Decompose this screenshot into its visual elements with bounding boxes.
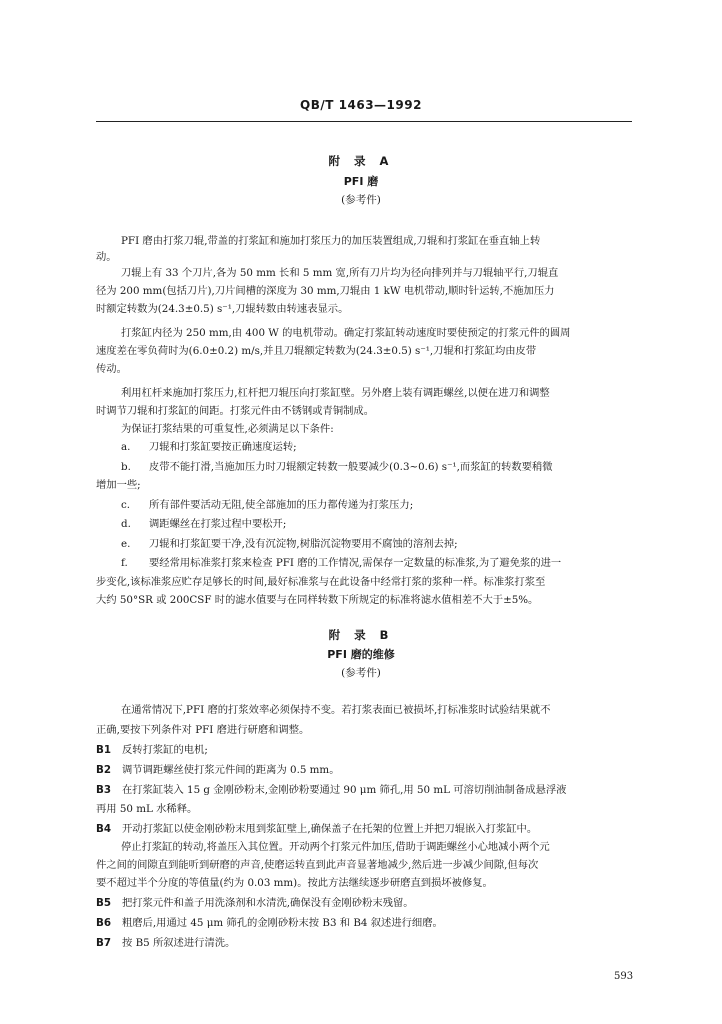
list-item-label: d.	[121, 518, 131, 530]
step-item	[96, 916, 443, 930]
list-item	[121, 517, 286, 531]
list-item-text: 皮带不能打滑,当施加压力时刀辊额定转数一般要减少(0.3~0.6) s⁻¹,而浆缸的转数要稍微	[149, 461, 553, 473]
list-item-continuation: 大约 50°SR 或 200CSF 时的滤水值要与在同样转数下所规定的标准将滤水值相差不大于±5%。	[96, 594, 539, 606]
annex-a-note: (参考件)	[341, 194, 381, 206]
list-item-text: 要经常用标准浆打浆来检查 PFI 磨的工作情况,需保存一定数量的标准浆,为了避免浆的进一	[149, 557, 562, 569]
step-text: 按 B5 所叙述进行清洗。	[122, 937, 236, 949]
paragraph-line: 时额定转数为(24.3±0.5) s⁻¹,刀辊转数由转速表显示。	[96, 303, 349, 315]
list-item-label: b.	[121, 461, 131, 473]
list-item-label: e.	[121, 538, 131, 550]
page-number: 593	[614, 971, 634, 982]
list-item	[121, 498, 413, 512]
list-item-text: 刀辊和打浆缸要干净,没有沉淀物,树脂沉淀物要用不腐蚀的溶剂去掉;	[149, 538, 458, 550]
paragraph-line: 为保证打浆结果的可重复性,必须满足以下条件:	[121, 423, 334, 435]
step-label: B1	[96, 744, 112, 756]
list-item-label: c.	[121, 499, 131, 511]
paragraph-line: 动。	[96, 251, 117, 263]
step-text: 把打浆元件和盖子用洗涤剂和水清洗,确保没有金刚砂粉末残留。	[122, 897, 414, 909]
paragraph-line: 在通常情况下,PFI 磨的打浆效率必须保持不变。若打浆表面已被损坏,打标准浆时试验结果就不	[121, 704, 551, 716]
step-label: B3	[96, 784, 112, 796]
list-item-label: a.	[121, 441, 131, 453]
step-label: B5	[96, 897, 112, 909]
paragraph-line: 径为 200 mm(包括刀片),刀片间槽的深度为 30 mm,刀辊由 1 kW 电机带动,顺时针运转,不施加压力	[96, 285, 555, 297]
list-item	[121, 460, 553, 474]
header-rule	[96, 121, 632, 122]
paragraph-line: 速度差在零负荷时为(6.0±0.2) m/s,并且刀辊额定转数为(24.3±0.5) s⁻¹,刀辊和打浆缸均由皮带	[96, 345, 537, 357]
step-item	[96, 763, 340, 777]
step-item	[96, 936, 235, 950]
paragraph-line: 利用杠杆来施加打浆压力,杠杆把刀辊压向打浆缸壁。另外磨上装有调距螺丝,以便在进刀和调整	[121, 387, 550, 399]
step-text: 在打浆缸装入 15 g 金刚砂粉末,金刚砂粉要通过 90 μm 筛孔,用 50 mL 可溶切削油制备成悬浮液	[122, 784, 567, 796]
list-item-continuation: 增加一些;	[96, 479, 141, 491]
step-continuation: 要不超过半个分度的等值量(约为 0.03 mm)。按此方法继续逐步研磨直到损坏被修复。	[96, 877, 493, 889]
list-item-text: 所有部件要活动无阻,使全部施加的压力都传递为打浆压力;	[149, 499, 414, 511]
list-item-continuation: 步变化,该标准浆应贮存足够长的时间,最好标准浆与在此设备中经常打浆的浆种一样。标准浆打浆至	[96, 576, 546, 588]
step-continuation: 件之间的间隙直到能听到研磨的声音,使磨运转直到此声音显著地减少,然后进一步减少间隙,但每次	[96, 859, 539, 871]
step-item	[96, 822, 537, 836]
paragraph-line: 刀辊上有 33 个刀片,各为 50 mm 长和 5 mm 宽,所有刀片均为径向排列并与刀辊轴平行,刀辊直	[121, 267, 559, 279]
list-item-text: 调距螺丝在打浆过程中要松开;	[149, 518, 287, 530]
step-label: B6	[96, 917, 112, 929]
step-item	[96, 743, 208, 757]
annex-a-label: 附 录 A	[328, 154, 394, 168]
annex-b-title: PFI 磨的维修	[327, 648, 395, 661]
step-item	[96, 783, 566, 797]
paragraph-line: 时调节刀辊和打浆缸的间距。打浆元件由不锈钢或青铜制成。	[96, 405, 375, 417]
step-text: 开动打浆缸以使金刚砂粉末甩到浆缸壁上,确保盖子在托架的位置上并把刀辊嵌入打浆缸中。	[122, 823, 538, 835]
list-item	[121, 537, 458, 551]
paragraph-line: 打浆缸内径为 250 mm,由 400 W 的电机带动。确定打浆缸转动速度时要使预定的打浆元件的圆周	[121, 327, 571, 339]
paragraph-line: PFI 磨由打浆刀辊,带盖的打浆缸和施加打浆压力的加压装置组成,刀辊和打浆缸在垂直轴上转	[121, 235, 541, 247]
annex-b-note: (参考件)	[341, 667, 381, 679]
step-continuation: 停止打浆缸的转动,将盖压入其位置。开动两个打浆元件加压,借助于调距螺丝小心地减小两个元	[121, 841, 550, 853]
step-label: B7	[96, 937, 112, 949]
list-item	[121, 440, 297, 454]
paragraph-line: 传动。	[96, 363, 127, 375]
step-label: B4	[96, 823, 112, 835]
annex-b-label: 附 录 B	[328, 628, 394, 642]
step-continuation: 再用 50 mL 水稀释。	[96, 803, 198, 815]
step-item	[96, 896, 414, 910]
annex-a-title: PFI 磨	[343, 175, 379, 188]
step-label: B2	[96, 764, 112, 776]
paragraph-line: 正确,要按下列条件对 PFI 磨进行研磨和调整。	[96, 724, 310, 736]
list-item	[121, 556, 561, 570]
step-text: 调节调距螺丝使打浆元件间的距离为 0.5 mm。	[122, 764, 340, 776]
step-text: 反转打浆缸的电机;	[122, 744, 208, 756]
standard-code: QB/T 1463—1992	[300, 98, 422, 112]
step-text: 粗磨后,用通过 45 μm 筛孔的金刚砂粉末按 B3 和 B4 叙述进行细磨。	[122, 917, 443, 929]
list-item-label: f.	[121, 557, 128, 569]
list-item-text: 刀辊和打浆缸要按正确速度运转;	[149, 441, 297, 453]
